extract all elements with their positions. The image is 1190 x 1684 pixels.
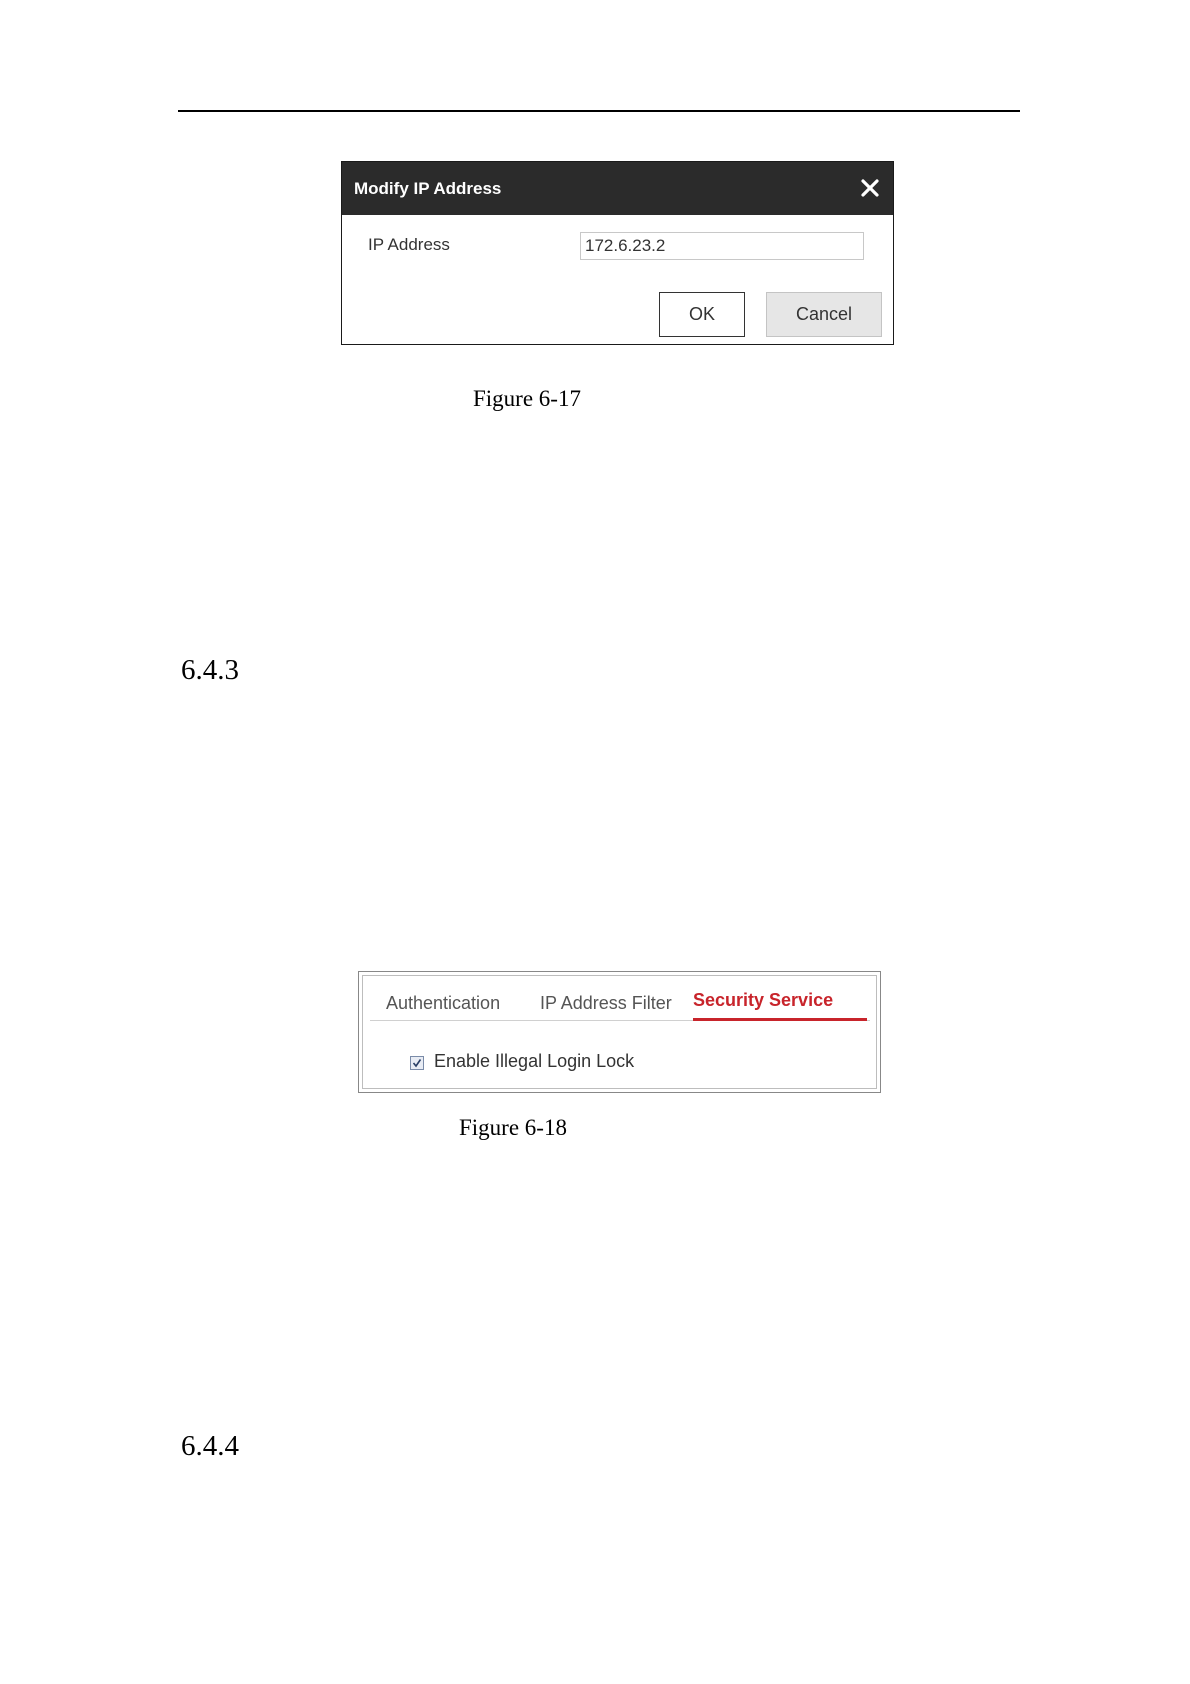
panel-inner-border bbox=[362, 975, 877, 1089]
security-settings-panel bbox=[358, 971, 881, 1093]
section-heading-6-4-3: 6.4.3 bbox=[181, 654, 239, 686]
dialog-title: Modify IP Address bbox=[354, 179, 502, 198]
ip-address-label: IP Address bbox=[368, 235, 450, 254]
dialog-titlebar bbox=[342, 162, 893, 215]
checkmark-icon bbox=[411, 1057, 423, 1069]
ok-button[interactable]: OK bbox=[659, 292, 745, 337]
modify-ip-dialog bbox=[341, 161, 894, 345]
tab-ip-address-filter[interactable]: IP Address Filter bbox=[540, 993, 672, 1013]
section-heading-6-4-4: 6.4.4 bbox=[181, 1430, 239, 1462]
header-rule bbox=[178, 110, 1020, 112]
ip-address-input[interactable] bbox=[580, 232, 864, 260]
cancel-button[interactable]: Cancel bbox=[766, 292, 882, 337]
close-icon[interactable] bbox=[857, 175, 883, 201]
figure-caption-6-17: Figure 6-17 bbox=[473, 386, 581, 411]
illegal-login-lock-checkbox[interactable] bbox=[410, 1056, 424, 1070]
figure-caption-6-18: Figure 6-18 bbox=[459, 1115, 567, 1140]
active-tab-indicator bbox=[693, 1018, 867, 1021]
tab-authentication[interactable]: Authentication bbox=[386, 993, 501, 1013]
tab-security-service[interactable]: Security Service bbox=[693, 990, 834, 1010]
illegal-login-lock-label: Enable Illegal Login Lock bbox=[434, 1051, 635, 1071]
